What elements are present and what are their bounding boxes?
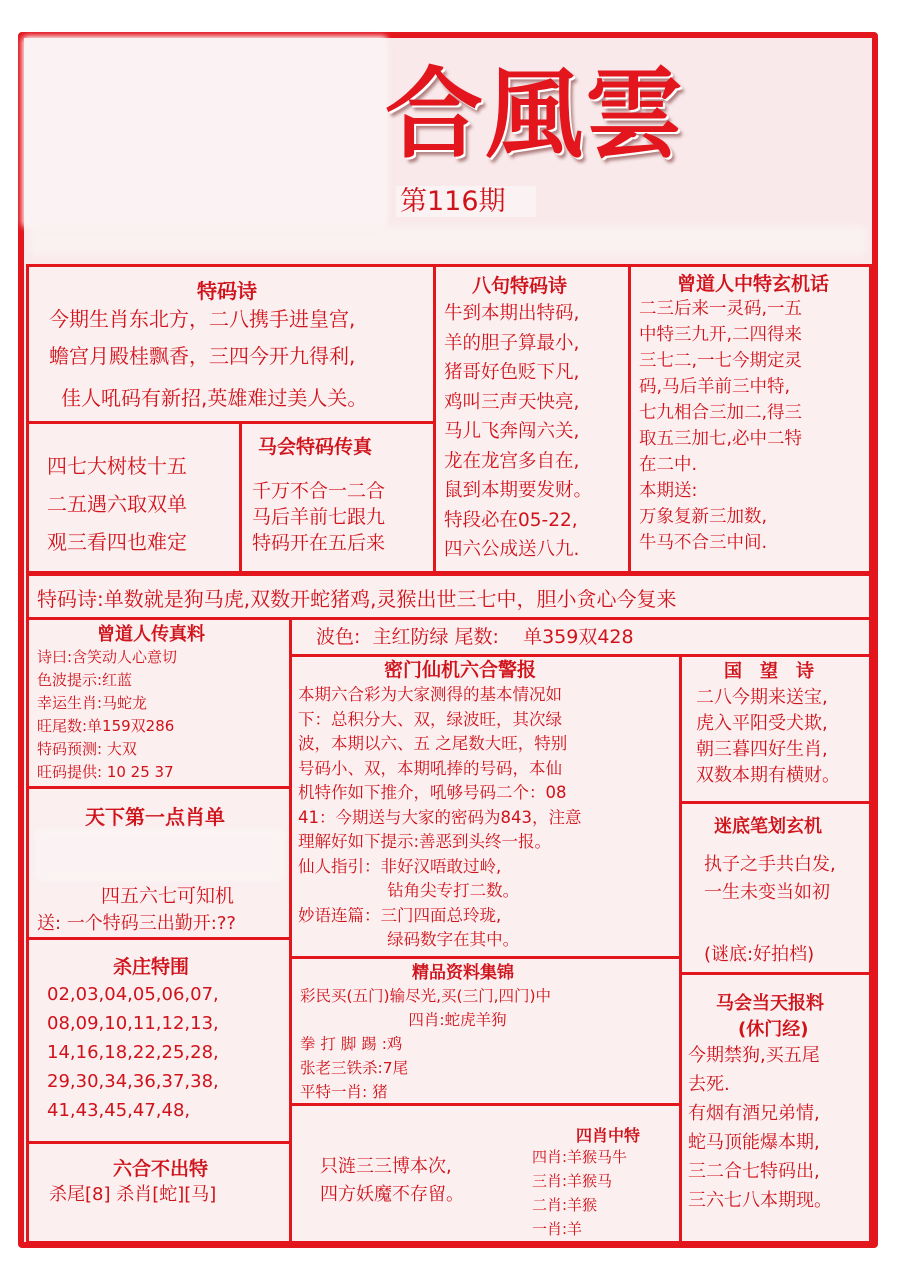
poem-strip: [26, 573, 872, 620]
sixiao-title: 四肖中特: [576, 1126, 641, 1145]
text-line: 本期送:: [639, 481, 698, 501]
jingpin-box: [289, 956, 682, 1106]
text-line: 波，本期以六、五 之尾数大旺，特别: [298, 734, 568, 753]
text-line: 理解好如下提示:善恶到头终一报。: [298, 832, 552, 851]
tree-line: 二五遇六取双单: [47, 492, 187, 516]
text-line: 马儿飞奔闯六关,: [444, 421, 580, 442]
text-line: 钻角尖专打二数。: [298, 881, 520, 900]
masthead-title: 合風雲: [385, 57, 686, 172]
poem-strip-text: 特码诗:单数就是狗马虎,双数开蛇猪鸡,灵猴出世三七中，胆小贪心今复来: [37, 587, 677, 611]
text-line: 四肖:蛇虎羊狗: [300, 1011, 507, 1029]
text-line: 旺尾数:单159双286: [37, 717, 175, 735]
guowang-box: [679, 654, 872, 804]
shazhuang-title: 杀庄特围: [113, 956, 190, 978]
text-line: 拳 打 脚 踢 :鸡: [300, 1035, 403, 1053]
text-line: 中特三九开,二四得来: [639, 325, 803, 345]
text-line: 三二合七特码出,: [688, 1161, 820, 1182]
text-line: 双数本期有横财。: [696, 765, 840, 786]
poem-title: 特码诗: [197, 279, 257, 303]
midi-box: [679, 801, 872, 975]
text-line: 平特一肖: 猪: [300, 1083, 388, 1101]
wave-text: 波色: 主红防绿 尾数: 单359双428: [316, 626, 634, 648]
text-line: 虎入平阳受犬欺,: [696, 713, 828, 734]
text-line: 有烟有酒兄弟情,: [688, 1103, 820, 1124]
mahui-fax-box: [239, 421, 436, 574]
mahui-fax-title: 马会特码传真: [258, 436, 373, 458]
issue-number: 第116期: [396, 186, 536, 217]
text-line: 号码小、双，本期吼捧的号码，本仙: [298, 758, 562, 778]
tianxia-box: [26, 786, 292, 940]
poem-line: 蟾宫月殿桂飘香，三四今开九得利,: [49, 344, 356, 368]
text-line: 旺码提供: 10 25 37: [37, 763, 174, 781]
text-line: 四肖:羊猴马牛: [532, 1148, 628, 1166]
guowang-title: 国 望 诗: [724, 661, 814, 682]
blurred-banner-strip: [30, 226, 866, 256]
eight-line-poem-box: [433, 264, 631, 574]
midi-title: 迷底笔划玄机: [714, 816, 822, 837]
liuhe-line: 杀尾[8] 杀肖[蛇][马]: [49, 1184, 217, 1205]
text-line: 张老三铁杀:7尾: [300, 1059, 409, 1077]
text-line: 蛇马顶能爆本期,: [688, 1132, 820, 1153]
text-line: 一肖:羊: [532, 1220, 583, 1238]
text-line: 朝三暮四好生肖,: [696, 739, 828, 760]
midi-line: 一生未变当如初: [704, 882, 830, 903]
mahui-baoliao-title: 马会当天报料: [716, 993, 824, 1014]
text-line: 码,马后羊前三中特,: [639, 377, 791, 397]
text-line: 妙语连篇：三门四面总玲珑,: [298, 905, 502, 925]
text-line: 下：总积分大、双，绿波旺，其次绿: [298, 709, 562, 729]
text-line: 本期六合彩为大家测得的基本情况如: [298, 685, 562, 704]
text-line: 在二中.: [639, 455, 698, 475]
text-line: 三六七八本期现。: [688, 1190, 832, 1211]
text-line: 四六公成送八九.: [444, 539, 580, 560]
mahui-fax-line: 马后羊前七跟九: [252, 506, 386, 528]
text-line: 七九相合三加二,得三: [639, 403, 803, 423]
midi-line: 执子之手共白发,: [704, 854, 836, 875]
mimen-box: [289, 654, 682, 959]
tianxia-line: 四五六七可知机: [101, 885, 235, 907]
mahui-baoliao-box: [679, 972, 872, 1244]
mimen-title: 密门仙机六合警报: [384, 659, 537, 681]
tree-line: 观三看四也难定: [47, 530, 187, 554]
text-line: 羊的胆子算最小,: [444, 332, 580, 354]
poem-line: 今期生肖东北方，二八携手进皇宫,: [49, 307, 356, 331]
jingpin-title: 精品资料集锦: [412, 963, 514, 983]
mahui-baoliao-subtitle: (休门经): [738, 1019, 809, 1040]
bottom-poem-box: [289, 1103, 682, 1244]
text-line: 牛马不合三中间.: [639, 533, 768, 553]
poem-line: 佳人吼码有新招,英雄难过美人关。: [61, 386, 368, 410]
text-line: 色波提示:红蓝: [37, 671, 133, 689]
text-line: 诗曰:含笑动人心意切: [37, 648, 178, 666]
bottom-poem-line: 四方妖魔不存留。: [320, 1184, 464, 1205]
xuanji-box: [628, 264, 872, 574]
bottom-poem-line: 只涟三三博本次,: [320, 1156, 452, 1177]
tree-poem-box: [26, 421, 242, 574]
text-line: 猪哥好色贬下凡,: [444, 362, 580, 383]
text-line: 29,30,34,36,37,38,: [47, 1071, 219, 1092]
blurred-logo-area: [22, 36, 388, 228]
text-line: 取五三加七,必中二特: [639, 429, 803, 449]
shazhuang-box: [26, 937, 292, 1144]
text-line: 14,16,18,22,25,28,: [47, 1042, 219, 1063]
text-line: 鼠到本期要发财。: [444, 480, 593, 501]
text-line: 万象复新三加数,: [639, 507, 768, 527]
text-line: 三肖:羊猴马: [532, 1172, 613, 1190]
tianxia-title: 天下第一点肖单: [85, 805, 225, 829]
text-line: 特段必在05-22,: [444, 509, 578, 531]
text-line: 41,43,45,47,48,: [47, 1100, 191, 1121]
xuanji-title: 曾道人中特玄机话: [677, 273, 830, 295]
text-line: 龙在龙宫多自在,: [444, 450, 580, 472]
text-line: 08,09,10,11,12,13,: [47, 1013, 219, 1034]
liuhe-box: [26, 1141, 292, 1244]
text-line: 彩民买(五门)输尽光,买(三门,四门)中: [300, 987, 552, 1005]
eight-line-poem-title: 八句特码诗: [472, 275, 568, 297]
text-line: 02,03,04,05,06,07,: [47, 984, 219, 1005]
caodao-fax-title: 曾道人传真料: [97, 624, 205, 645]
text-line: 去死.: [688, 1074, 730, 1095]
text-line: 机特作如下推介，吼够号码二个：08: [298, 783, 567, 802]
text-line: 今期禁狗,买五尾: [688, 1045, 820, 1066]
text-line: 幸运生肖:马蛇龙: [37, 694, 148, 712]
tree-line: 四七大树枝十五: [47, 454, 187, 478]
tianxia-line: 送: 一个特码三出勤开:??: [37, 913, 236, 934]
caodao-fax-box: [26, 617, 292, 789]
text-line: 二肖:羊猴: [532, 1196, 598, 1214]
text-line: 二八今期来送宝,: [696, 687, 828, 708]
text-line: 41：今期送与大家的密码为843，注意: [298, 807, 582, 827]
midi-answer: (谜底:好拍档): [704, 944, 815, 965]
mahui-fax-line: 特码开在五后来: [252, 532, 386, 554]
blurred-zodiac-area: [35, 829, 285, 881]
mahui-fax-line: 千万不合一二合: [252, 480, 386, 502]
text-line: 仙人指引：非好汉唔敢过岭,: [298, 856, 502, 876]
text-line: 牛到本期出特码,: [444, 303, 580, 324]
liuhe-title: 六合不出特: [113, 1158, 209, 1180]
text-line: 三七二,一七今期定灵: [639, 351, 803, 371]
poem-box: [26, 264, 436, 424]
text-line: 特码预测: 大双: [37, 740, 137, 758]
text-line: 绿码数字在其中。: [298, 930, 520, 949]
text-line: 鸡叫三声天快亮,: [444, 391, 580, 413]
text-line: 二三后来一灵码,一五: [639, 299, 803, 319]
wave-box: [289, 617, 872, 657]
